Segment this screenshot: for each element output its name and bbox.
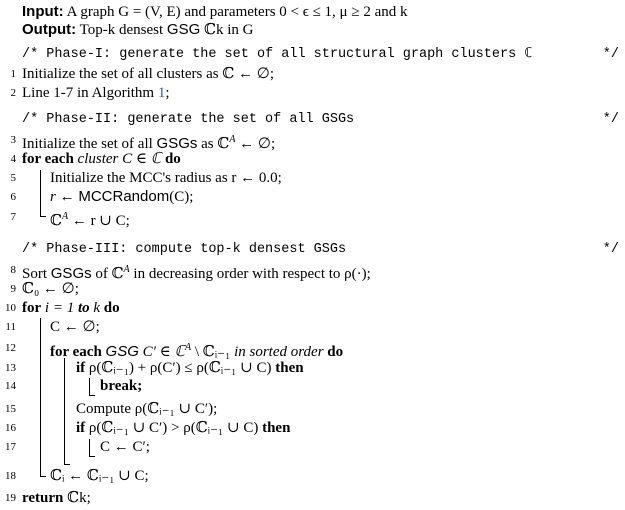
- algo-line-10: [0, 298, 625, 318]
- line-text: (C);: [169, 189, 194, 205]
- input-text: A graph G = (V, E) and parameters 0 < ϵ ≤ 1, μ ≥ 2 and k: [66, 4, 408, 20]
- phase3-comment-text: /* Phase-III: compute top-k densest GSGs: [22, 242, 347, 257]
- block-bar-end: [89, 395, 95, 396]
- line-number: 5: [10, 172, 16, 184]
- phase3-comment-end: */: [602, 242, 619, 257]
- phase1-comment-text: /* Phase-I: generate the set of all structural graph clusters ℂ: [22, 47, 533, 62]
- input-label: Input:: [22, 3, 64, 20]
- input-line: [0, 2, 625, 22]
- output-label: Output:: [22, 21, 77, 38]
- keyword-then: then: [262, 420, 291, 436]
- superscript: A: [185, 342, 192, 353]
- algo-line-7: [0, 207, 625, 227]
- line-number: 12: [5, 342, 16, 354]
- keyword-return: return: [22, 490, 64, 506]
- line-text: of ℂ: [95, 266, 124, 282]
- line-text: r ←: [50, 189, 75, 205]
- block-bar: [89, 378, 90, 396]
- condition: ρ(ℂᵢ₋₁) + ρ(C′) ≤ ρ(ℂᵢ₋₁ ∪ C): [88, 360, 272, 376]
- algo-line-6: [0, 187, 625, 207]
- line-text: Initialize the set of all: [22, 136, 153, 152]
- phase2-comment: [0, 110, 625, 130]
- line-text: C′ ∈ ℂ: [142, 344, 186, 360]
- gsg-term: GSGs: [156, 135, 198, 152]
- line-text: Initialize the MCC's radius as r ← 0.0;: [50, 170, 282, 186]
- line-text: ← r ∪ C;: [68, 213, 130, 229]
- line-number: 2: [10, 87, 16, 99]
- output-line: [0, 20, 625, 40]
- line-number: 17: [5, 441, 16, 453]
- block-bar-end: [89, 456, 95, 457]
- algo-line-9: [0, 279, 625, 299]
- algorithm-reference-link[interactable]: 1: [157, 85, 166, 101]
- superscript: A: [123, 264, 130, 275]
- algo-line-12: [0, 338, 625, 358]
- keyword-for-each: for each: [50, 344, 102, 360]
- line-number: 15: [5, 403, 16, 415]
- line-number: 8: [10, 264, 16, 276]
- line-number: 19: [5, 492, 16, 504]
- superscript: A: [229, 134, 236, 145]
- keyword-do: do: [164, 151, 181, 167]
- algo-line-8: [0, 260, 625, 280]
- algo-line-4: [0, 149, 625, 169]
- superscript: A: [61, 211, 69, 222]
- line-text: as ℂ: [201, 136, 230, 152]
- line-number: 13: [5, 362, 16, 374]
- line-text: C ← ∅;: [50, 319, 100, 335]
- keyword-if: if: [76, 360, 86, 376]
- output-gsg: GSG: [166, 21, 201, 38]
- loop-condition: cluster C ∈ ℂ: [77, 151, 162, 167]
- line-text: Compute ρ(ℂᵢ₋₁ ∪ C′);: [76, 401, 218, 417]
- algo-line-18: [0, 466, 625, 486]
- algo-line-11: [0, 317, 625, 337]
- condition: ρ(ℂᵢ₋₁ ∪ C′) > ρ(ℂᵢ₋₁ ∪ C): [88, 420, 259, 436]
- line-text: C ← C′;: [100, 439, 150, 455]
- phase2-comment-end: */: [602, 112, 619, 127]
- phase2-comment-text: /* Phase-II: generate the set of all GSGs: [22, 112, 355, 127]
- block-bar-end: [40, 476, 46, 477]
- block-bar: [89, 439, 90, 457]
- line-text: ℂ: [50, 213, 62, 229]
- algo-line-3: [0, 130, 625, 150]
- gsg-term: GSGs: [50, 265, 92, 282]
- line-text: Initialize the set of all clusters as ℂ ← ∅;: [22, 66, 275, 82]
- line-text: ℂk;: [67, 490, 91, 506]
- algo-line-2: [0, 83, 625, 103]
- block-bar-end: [40, 216, 46, 217]
- output-text-b: ℂk in G: [204, 22, 254, 38]
- algo-line-14: [0, 376, 625, 396]
- line-number: 4: [10, 153, 16, 165]
- line-number: 7: [10, 211, 16, 223]
- line-text: ℂᵢ ← ℂᵢ₋₁ ∪ C;: [50, 468, 149, 484]
- loop-end: k: [93, 300, 101, 316]
- line-number: 16: [5, 422, 16, 434]
- keyword-to: to: [77, 300, 90, 316]
- line-number: 1: [10, 68, 16, 80]
- keyword-for: for: [22, 300, 42, 316]
- phase3-comment: [0, 240, 625, 260]
- phase1-comment: [0, 45, 625, 65]
- keyword-for-each: for each: [22, 151, 74, 167]
- output-text-a: Top-k densest: [79, 22, 164, 38]
- line-text: in decreasing order with respect to ρ(·);: [129, 266, 371, 282]
- line-text: Line 1-7 in Algorithm: [22, 85, 155, 101]
- algo-line-1: [0, 64, 625, 84]
- block-bar: [40, 170, 41, 216]
- gsg-term: GSG: [105, 343, 139, 360]
- line-text: \ ℂᵢ₋₁: [191, 344, 231, 360]
- keyword-do: do: [327, 344, 344, 360]
- keyword-if: if: [76, 420, 86, 436]
- algo-line-15: [0, 399, 625, 419]
- block-bar-end: [64, 464, 70, 465]
- keyword-break: break;: [100, 378, 143, 394]
- line-text-end: ;: [165, 85, 170, 101]
- line-number: 14: [5, 380, 16, 392]
- algo-line-16: [0, 418, 625, 438]
- keyword-do: do: [103, 300, 120, 316]
- loop-start: i = 1: [44, 300, 75, 316]
- line-text: ℂ₀ ← ∅;: [22, 281, 79, 297]
- line-text: Sort: [22, 266, 48, 282]
- algo-line-13: [0, 358, 625, 378]
- algo-line-5: [0, 168, 625, 188]
- loop-order: in sorted order: [234, 344, 324, 360]
- function-name: MCCRandom: [78, 188, 170, 205]
- line-number: 11: [5, 321, 16, 333]
- keyword-then: then: [275, 360, 304, 376]
- phase1-comment-end: */: [602, 47, 619, 62]
- line-number: 9: [10, 283, 16, 295]
- line-number: 6: [10, 191, 16, 203]
- line-number: 18: [5, 470, 16, 482]
- block-bar: [40, 318, 41, 476]
- line-number: 3: [10, 134, 16, 146]
- line-number: 10: [5, 302, 16, 314]
- block-bar: [64, 358, 65, 464]
- algo-line-17: [0, 437, 625, 457]
- line-text: ← ∅;: [235, 136, 276, 152]
- algo-line-19: [0, 488, 625, 508]
